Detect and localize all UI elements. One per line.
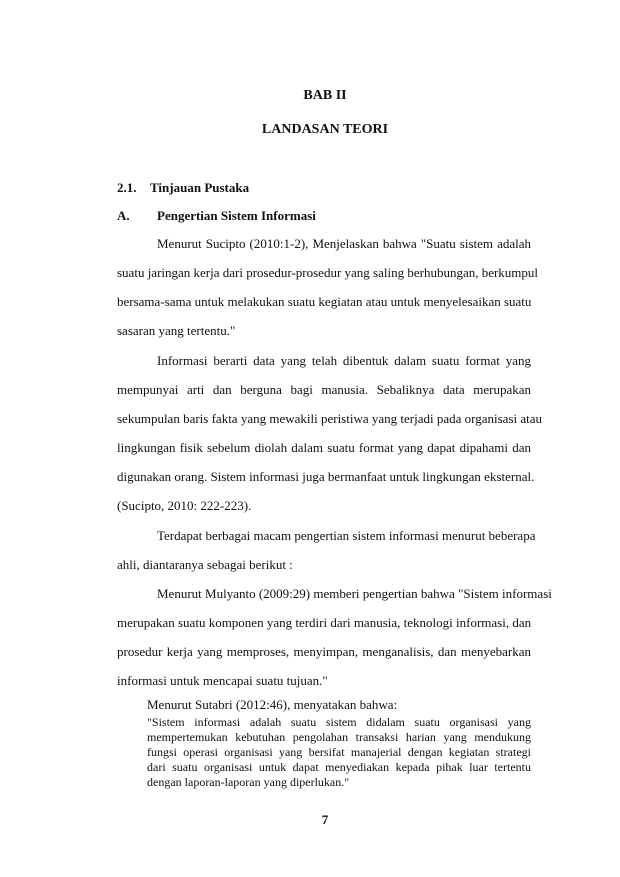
paragraph-line: digunakan orang. Sistem informasi juga bermanfaat untuk lingkungan eksternal.	[117, 469, 535, 484]
quote-line: "Sistem informasi adalah suatu sistem didalam suatu organisasi yang	[147, 715, 531, 729]
paragraph-line: Menurut Mulyanto (2009:29) memberi pengertian bahwa "Sistem informasi	[157, 586, 552, 601]
paragraph-line: sekumpulan baris fakta yang mewakili peristiwa yang terjadi pada organisasi atau	[117, 411, 543, 426]
chapter-number: BAB II	[303, 88, 347, 103]
paragraph-line: suatu jaringan kerja dari prosedur-prosedur yang saling berhubungan, berkumpul	[117, 265, 539, 280]
quote-line: mempertemukan kebutuhan pengolahan transaksi harian yang mendukung	[147, 730, 531, 744]
quote-intro: Menurut Sutabri (2012:46), menyatakan bahwa:	[147, 697, 398, 712]
paragraph-line: Terdapat berbagai macam pengertian sistem informasi menurut beberapa	[157, 528, 536, 543]
page-number: 7	[321, 812, 329, 827]
subsection-label: A.	[117, 208, 130, 223]
paragraph-line: lingkungan fisik sebelum diolah dalam suatu format yang dapat dipahami dan	[117, 440, 531, 455]
paragraph-line: (Sucipto, 2010: 222-223).	[117, 498, 252, 513]
paragraph-line: mempunyai arti dan berguna bagi manusia. Sebaliknya data merupakan	[117, 382, 531, 397]
quote-line: dari suatu organisasi untuk dapat menyediakan kepada pihak luar tertentu	[147, 760, 531, 774]
paragraph-line: ahli, diantaranya sebagai berikut :	[117, 557, 293, 572]
paragraph-line: merupakan suatu komponen yang terdiri dari manusia, teknologi informasi, dan	[117, 615, 532, 630]
subsection-title: Pengertian Sistem Informasi	[157, 208, 316, 223]
quote-line: fungsi operasi organisasi yang bersifat manajerial dengan kegiatan strategi	[147, 745, 531, 759]
paragraph-line: bersama-sama untuk melakukan suatu kegiatan atau untuk menyelesaikan suatu	[117, 294, 532, 309]
paragraph-line: informasi untuk mencapai suatu tujuan."	[117, 673, 328, 688]
section-title: Tinjauan Pustaka	[150, 180, 250, 195]
section-number: 2.1.	[117, 180, 137, 195]
paragraph-line: prosedur kerja yang memproses, menyimpan, menganalisis, dan menyebarkan	[117, 644, 531, 659]
paragraph-line: sasaran yang tertentu."	[117, 323, 236, 338]
quote-line: dengan laporan-laporan yang diperlukan."	[147, 775, 350, 789]
paragraph-line: Informasi berarti data yang telah dibentuk dalam suatu format yang	[157, 353, 531, 368]
chapter-title: LANDASAN TEORI	[261, 122, 389, 137]
paragraph-line: Menurut Sucipto (2010:1-2), Menjelaskan bahwa "Suatu sistem adalah	[157, 236, 531, 251]
